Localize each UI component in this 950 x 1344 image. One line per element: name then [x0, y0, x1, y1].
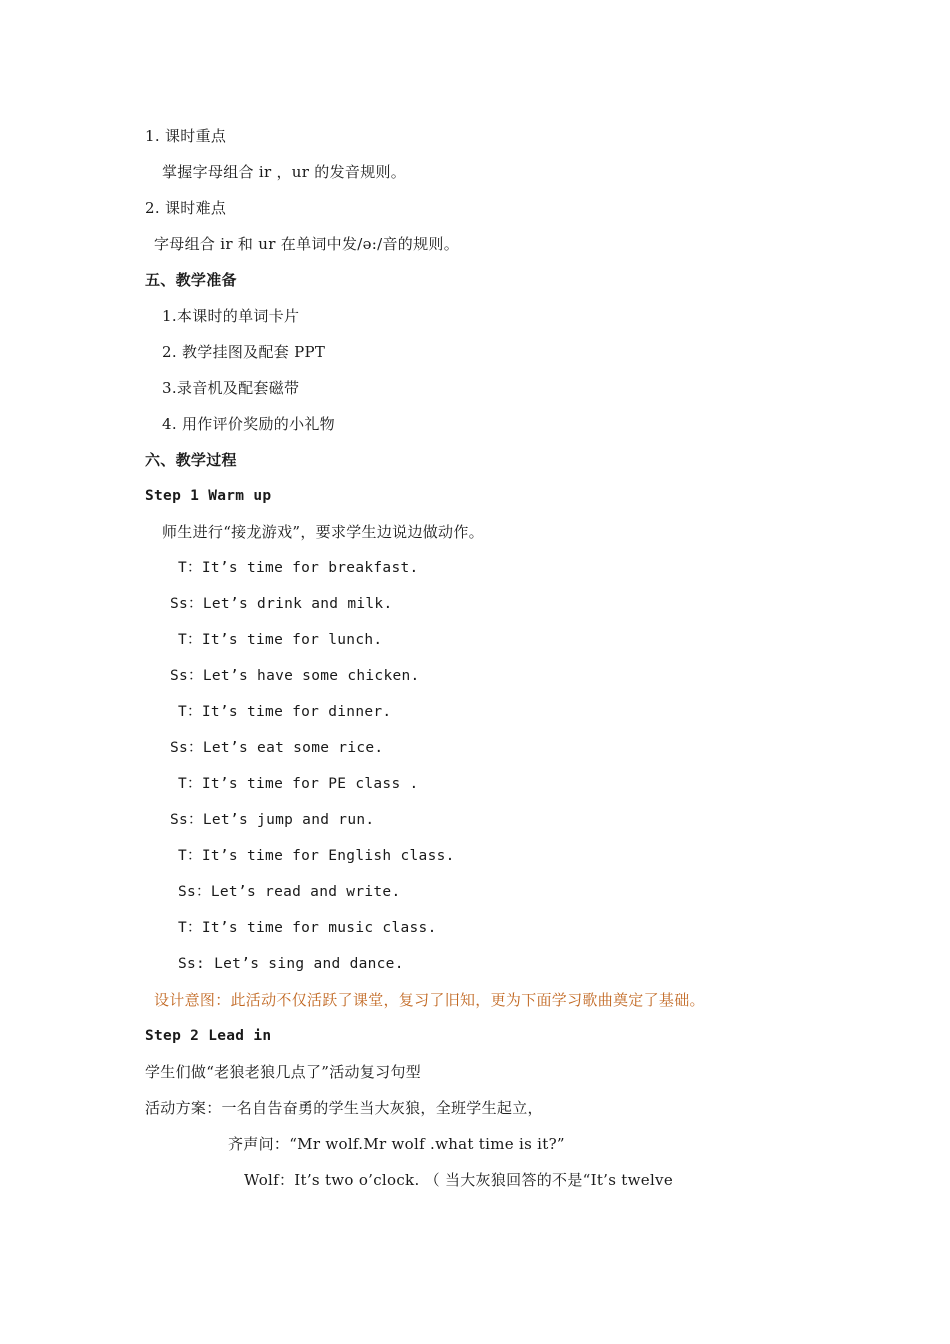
dialogue-line-7: T：It’s time for PE class . — [178, 776, 419, 792]
dialogue-line-6: Ss：Let’s eat some rice. — [170, 740, 384, 756]
dialogue-line-4: Ss：Let’s have some chicken. — [170, 668, 420, 684]
step2-heading: Step 2 Lead in — [145, 1028, 272, 1044]
preparation-item-3: 3.录音机及配套磁带 — [162, 379, 300, 397]
dialogue-line-11: T：It’s time for music class. — [178, 920, 437, 936]
dialogue-line-2: Ss：Let’s drink and milk. — [170, 596, 393, 612]
step2-wolf: Wolf：It’s two o’clock. （ 当大灰狼回答的不是“It’s twelve — [244, 1171, 674, 1189]
dialogue-line-9: T：It’s time for English class. — [178, 848, 455, 864]
dialogue-line-8: Ss：Let’s jump and run. — [170, 812, 375, 828]
step2-plan: 活动方案：一名自告奋勇的学生当大灰狼，全班学生起立， — [145, 1099, 543, 1117]
step2-intro: 学生们做“老狼老狼几点了”活动复习句型 — [145, 1063, 422, 1081]
step1-intro: 师生进行“接龙游戏”，要求学生边说边做动作。 — [162, 523, 484, 541]
dialogue-line-1: T：It’s time for breakfast. — [178, 560, 419, 576]
preparation-item-2: 2. 教学挂图及配套 PPT — [162, 343, 326, 361]
preparation-item-4: 4. 用作评价奖励的小礼物 — [162, 415, 335, 433]
difficulty-content: 字母组合 ir 和 ur 在单词中发/ə:/音的规则。 — [154, 235, 460, 253]
focus-heading: 1. 课时重点 — [145, 127, 227, 145]
step1-heading: Step 1 Warm up — [145, 488, 272, 504]
dialogue-line-10: Ss：Let’s read and write. — [178, 884, 401, 900]
preparation-heading: 五、教学准备 — [145, 271, 237, 289]
preparation-item-1: 1.本课时的单词卡片 — [162, 307, 300, 325]
design-intent-note: 设计意图：此活动不仅活跃了课堂，复习了旧知，更为下面学习歌曲奠定了基础。 — [154, 991, 705, 1009]
dialogue-line-3: T：It’s time for lunch. — [178, 632, 383, 648]
difficulty-heading: 2. 课时难点 — [145, 199, 227, 217]
dialogue-line-12: Ss: Let’s sing and dance. — [178, 956, 404, 972]
step2-chorus: 齐声问：“Mr wolf.Mr wolf .what time is it?” — [228, 1135, 565, 1153]
focus-content: 掌握字母组合 ir ，ur 的发音规则。 — [162, 163, 407, 181]
process-heading: 六、教学过程 — [145, 451, 237, 469]
dialogue-line-5: T：It’s time for dinner. — [178, 704, 392, 720]
